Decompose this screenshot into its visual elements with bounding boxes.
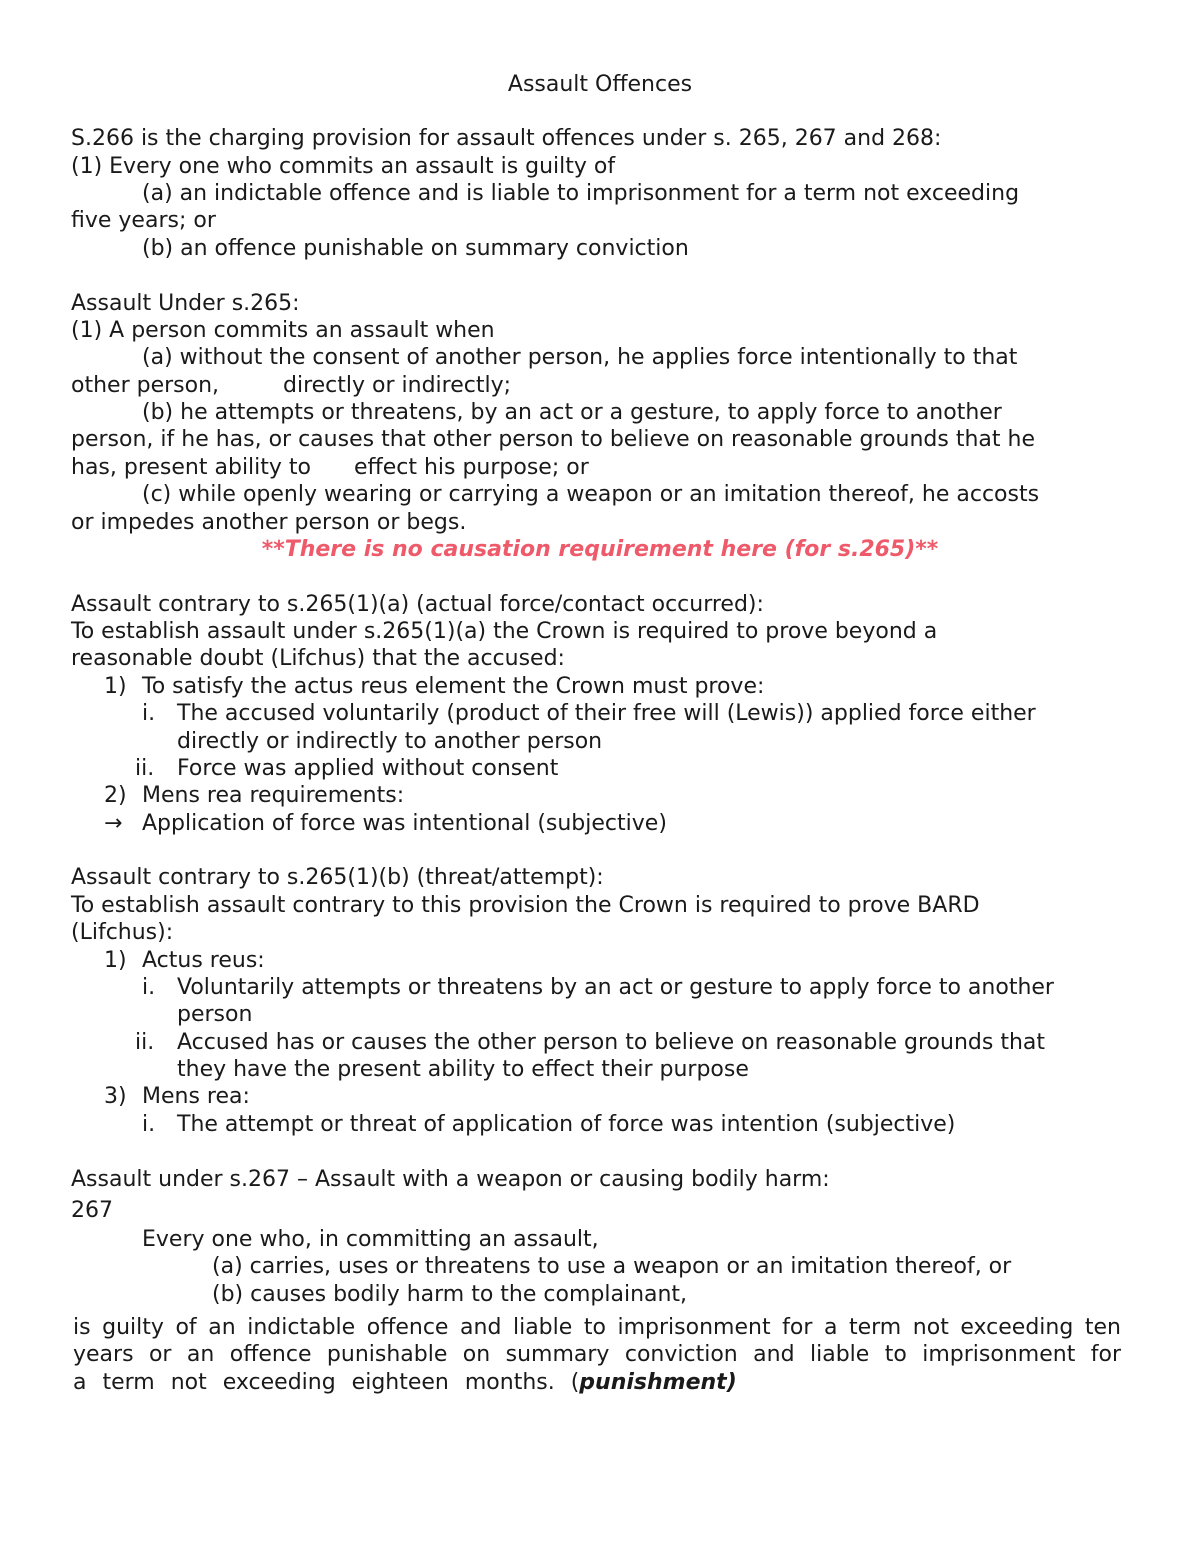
s267-line3a: a term not exceeding eighteen months. (: [73, 1370, 580, 1395]
list-number: 1): [104, 674, 127, 699]
s267-line2: years or an offence punishable on summary conviction and liable to imprisonment for: [73, 1342, 1121, 1367]
s266-p1: (1) Every one who commits an assault is guilty of: [71, 154, 616, 179]
s266-a-line2: five years; or: [71, 208, 216, 233]
list-number: 3): [104, 1084, 127, 1109]
list-numeral: i.: [142, 701, 156, 726]
s265a-intro-line1: To establish assault under s.265(1)(a) the Crown is required to prove beyond a: [71, 619, 938, 644]
s265b-ii-line1: Accused has or causes the other person to believe on reasonable grounds that: [177, 1030, 1045, 1055]
list-number: 1): [104, 948, 127, 973]
page-title: Assault Offences: [507, 72, 693, 97]
list-numeral: i.: [142, 975, 156, 1000]
s265b-ii-line2: they have the present ability to effect their purpose: [177, 1057, 749, 1082]
s265-b-line3b: effect his purpose; or: [354, 455, 589, 480]
s265-heading: Assault Under s.265:: [71, 291, 300, 316]
s267-heading: Assault under s.267 – Assault with a weapon or causing bodily harm:: [71, 1167, 830, 1192]
list-numeral: ii.: [135, 1030, 155, 1055]
s266-b: (b) an offence punishable on summary conviction: [142, 236, 689, 261]
s267-number: 267: [71, 1198, 113, 1223]
s265b-item3: Mens rea:: [142, 1084, 250, 1109]
s265b-m: The attempt or threat of application of force was intention (subjective): [177, 1112, 956, 1137]
list-numeral: ii.: [135, 756, 155, 781]
s267-line1: is guilty of an indictable offence and liable to imprisonment for a term not exceeding ten: [73, 1315, 1121, 1340]
causation-note: **There is no causation requirement here (for s.265)**: [261, 537, 939, 562]
s265a-intro-line2: reasonable doubt (Lifchus) that the accused:: [71, 646, 565, 671]
s265a-arrow-text: Application of force was intentional (subjective): [142, 811, 667, 836]
s265a-i-line1: The accused voluntarily (product of their free will (Lewis)) applied force either: [177, 701, 1036, 726]
s265b-intro-line2: (Lifchus):: [71, 920, 174, 945]
s265-a-line1: (a) without the consent of another person, he applies force intentionally to that: [142, 345, 1018, 370]
s265a-heading: Assault contrary to s.265(1)(a) (actual force/contact occurred):: [71, 592, 764, 617]
s265b-i-line2: person: [177, 1002, 253, 1027]
s265-b-line3a: has, present ability to: [71, 455, 312, 480]
s265-p1: (1) A person commits an assault when: [71, 318, 495, 343]
s265b-item1: Actus reus:: [142, 948, 265, 973]
s265b-i-line1: Voluntarily attempts or threatens by an act or gesture to apply force to another: [177, 975, 1054, 1000]
s266-a-line1: (a) an indictable offence and is liable to imprisonment for a term not exceeding: [142, 181, 1020, 206]
s265a-i-line2: directly or indirectly to another person: [177, 729, 603, 754]
s266-intro: S.266 is the charging provision for assault offences under s. 265, 267 and 268:: [71, 126, 942, 151]
s267-a: (a) carries, uses or threatens to use a weapon or an imitation thereof, or: [212, 1254, 1012, 1279]
s265a-item1: To satisfy the actus reus element the Crown must prove:: [142, 674, 765, 699]
arrow-icon: →: [104, 811, 123, 836]
s265-a-line2a: other person,: [71, 373, 220, 398]
s265-c-line2: or impedes another person or begs.: [71, 510, 467, 535]
s265-b-line2: person, if he has, or causes that other person to believe on reasonable grounds that he: [71, 427, 1035, 452]
s267-p1: Every one who, in committing an assault,: [142, 1227, 599, 1252]
s267-b: (b) causes bodily harm to the complainant,: [212, 1282, 688, 1307]
s267-line3: [73, 1369, 737, 1397]
s265-b-line1: (b) he attempts or threatens, by an act or a gesture, to apply force to another: [142, 400, 1002, 425]
list-number: 2): [104, 783, 127, 808]
punishment-label: punishment): [579, 1370, 737, 1395]
s265-c-line1: (c) while openly wearing or carrying a weapon or an imitation thereof, he accosts: [142, 482, 1040, 507]
s265a-ii: Force was applied without consent: [177, 756, 559, 781]
list-numeral: i.: [142, 1112, 156, 1137]
s265b-heading: Assault contrary to s.265(1)(b) (threat/attempt):: [71, 865, 604, 890]
s265-a-line2b: directly or indirectly;: [283, 373, 512, 398]
s265a-item2: Mens rea requirements:: [142, 783, 405, 808]
s265b-intro-line1: To establish assault contrary to this provision the Crown is required to prove BARD: [71, 893, 980, 918]
